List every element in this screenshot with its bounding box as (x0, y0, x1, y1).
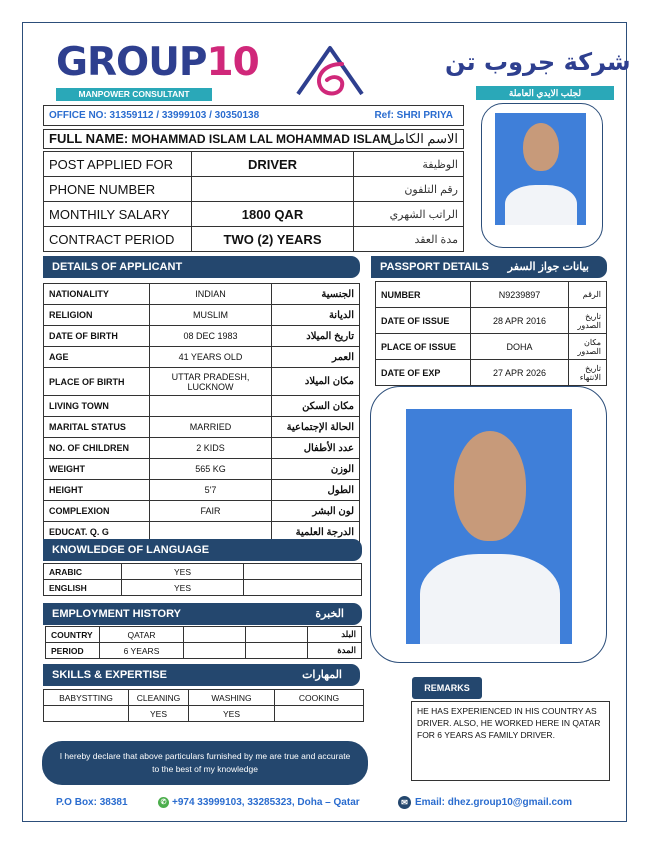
table-row: YES YES (44, 706, 364, 722)
passport-table (375, 281, 607, 386)
table-row: PLACE OF BIRTH UTTAR PRADESH, LUCKNOW مكان الميلاد (44, 368, 360, 396)
table-row: DATE OF EXP 27 APR 2026 تاريخ الانتهاء (376, 360, 607, 386)
applicant-photo-large (406, 409, 572, 644)
table-row: CONTRACT PERIOD TWO (2) YEARS مدة العقد (44, 227, 464, 252)
details-table (43, 283, 360, 543)
table-row: PERIOD 6 YEARS المدة (46, 643, 362, 659)
table-row: BABYSTTING CLEANING WASHING COOKING (44, 690, 364, 706)
company-emblem-icon (294, 42, 366, 100)
table-row: ENGLISH YES (44, 580, 362, 596)
employment-section-header: EMPLOYMENT HISTORY الخبرة (43, 603, 362, 625)
footer-pobox: P.O Box: 38381 (56, 797, 128, 808)
logo-tagline-arabic: لجلب الايدي العاملة (476, 86, 614, 100)
reference: Ref: SHRI PRIYA (374, 110, 453, 121)
table-row: ARABIC YES (44, 564, 362, 580)
skills-section-header: SKILLS & EXPERTISE المهارات (43, 664, 360, 686)
table-row: NATIONALITY INDIAN الجنسية (44, 284, 360, 305)
table-row: WEIGHT 565 KG الوزن (44, 459, 360, 480)
job-info-table (43, 151, 464, 252)
table-row: RELIGION MUSLIM الديانة (44, 305, 360, 326)
table-row: COUNTRY QATAR البلد (46, 627, 362, 643)
declaration: I hereby declare that above particulars furnished by me are true and accurate to the best of my knowledge (42, 741, 368, 785)
table-row: PLACE OF ISSUE DOHA مكان الصدور (376, 334, 607, 360)
language-table (43, 563, 362, 596)
remarks-text: HE HAS EXPERIENCED IN HIS COUNTRY AS DRIVER. ALSO, HE WORKED HERE IN QATAR FOR 6 YEARS AS FAMILY DRIVER. (411, 701, 610, 781)
table-row: NUMBER N9239897 الرقم (376, 282, 607, 308)
table-row: EDUCAT. Q. G الدرجة العلمية (44, 522, 360, 543)
table-row: PHONE NUMBER رقم التلفون (44, 177, 464, 202)
footer-email[interactable]: ✉ Email: dhez.group10@gmail.com (398, 796, 572, 809)
full-name-row: FULL NAME: MOHAMMAD ISLAM LAL MOHAMMAD ISLAM الاسم الكامل (43, 129, 464, 149)
table-row: COMPLEXION FAIR لون البشر (44, 501, 360, 522)
table-row: POST APPLIED FOR DRIVER الوظيفة (44, 152, 464, 177)
table-row: DATE OF BIRTH 08 DEC 1983 تاريخ الميلاد (44, 326, 360, 347)
details-section-header: DETAILS OF APPLICANT (43, 256, 360, 278)
table-row: LIVING TOWN مكان السكن (44, 396, 360, 417)
email-icon: ✉ (398, 796, 411, 809)
company-logo-arabic: شركة جروب تن (445, 48, 631, 76)
table-row: NO. OF CHILDREN 2 KIDS عدد الأطفال (44, 438, 360, 459)
table-row: MONTHILY SALARY 1800 QAR الراتب الشهري (44, 202, 464, 227)
logo-tagline: MANPOWER CONSULTANT (56, 88, 212, 101)
applicant-photo-small (495, 113, 586, 225)
employment-table (45, 626, 362, 659)
table-row: DATE OF ISSUE 28 APR 2016 تاريخ الصدور (376, 308, 607, 334)
skills-table (43, 689, 364, 722)
full-name-label-arabic: الاسم الكامل (388, 131, 458, 146)
full-name-value: MOHAMMAD ISLAM LAL MOHAMMAD ISLAM (131, 132, 391, 146)
table-row: AGE 41 YEARS OLD العمر (44, 347, 360, 368)
office-numbers: OFFICE NO: 31359112 / 33999103 / 30350138 Ref: SHRI PRIYA (43, 105, 464, 126)
remarks-header: REMARKS (412, 677, 482, 699)
language-section-header: KNOWLEDGE OF LANGUAGE (43, 539, 362, 561)
table-row: MARITAL STATUS MARRIED الحالة الإجتماعية (44, 417, 360, 438)
passport-section-header: PASSPORT DETAILS بيانات جواز السفر (371, 256, 607, 278)
company-logo: GROUP10 (56, 40, 259, 85)
whatsapp-icon: ✆ (158, 797, 169, 808)
footer-phone: ✆ +974 33999103, 33285323, Doha – Qatar (158, 797, 360, 808)
table-row: HEIGHT 5'7 الطول (44, 480, 360, 501)
